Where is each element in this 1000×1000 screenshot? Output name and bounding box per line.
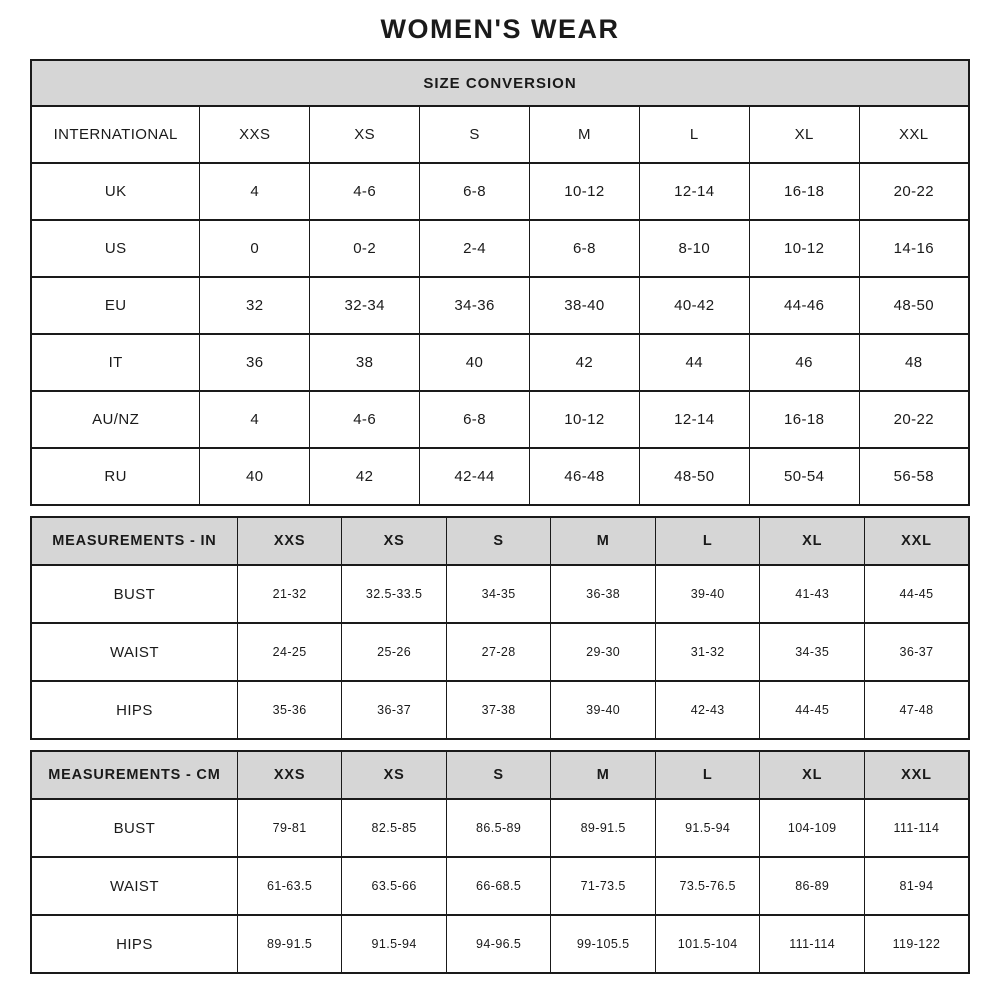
size-cell: 94-96.5	[446, 915, 551, 973]
column-header-row	[31, 517, 969, 565]
size-cell: 27-28	[446, 623, 551, 681]
size-cell: 40	[200, 448, 310, 505]
column-header: M	[551, 751, 656, 799]
size-cell: 104-109	[760, 799, 865, 857]
size-cell: 32	[200, 277, 310, 334]
size-cell: 81-94	[864, 857, 969, 915]
row-label: EU	[31, 277, 200, 334]
table-row	[31, 799, 969, 857]
size-cell: 36-37	[342, 681, 447, 739]
table-row	[31, 681, 969, 739]
size-cell: 99-105.5	[551, 915, 656, 973]
column-header: S	[446, 751, 551, 799]
size-cell: 39-40	[551, 681, 656, 739]
table-title: MEASUREMENTS - CM	[31, 751, 237, 799]
size-cell: 12-14	[639, 163, 749, 220]
size-cell: 44-45	[760, 681, 865, 739]
size-cell: 42	[310, 448, 420, 505]
size-cell: 101.5-104	[655, 915, 760, 973]
column-header: XS	[310, 106, 420, 163]
table-row	[31, 391, 969, 448]
size-cell: 8-10	[639, 220, 749, 277]
column-header: M	[551, 517, 656, 565]
table-row	[31, 334, 969, 391]
size-cell: 36-38	[551, 565, 656, 623]
column-header: XXS	[237, 517, 342, 565]
column-header-row	[31, 751, 969, 799]
column-header: L	[655, 751, 760, 799]
size-cell: 48-50	[859, 277, 969, 334]
table-row	[31, 277, 969, 334]
row-label: IT	[31, 334, 200, 391]
size-cell: 2-4	[420, 220, 530, 277]
row-label: BUST	[31, 799, 237, 857]
size-cell: 89-91.5	[237, 915, 342, 973]
column-header: XL	[749, 106, 859, 163]
row-label: HIPS	[31, 681, 237, 739]
table-title-row	[31, 60, 969, 106]
measurements-cm-table	[30, 750, 970, 974]
column-header: XS	[342, 517, 447, 565]
size-cell: 4-6	[310, 391, 420, 448]
size-cell: 73.5-76.5	[655, 857, 760, 915]
size-cell: 48-50	[639, 448, 749, 505]
size-cell: 12-14	[639, 391, 749, 448]
size-cell: 66-68.5	[446, 857, 551, 915]
size-cell: 79-81	[237, 799, 342, 857]
column-header: L	[655, 517, 760, 565]
size-cell: 6-8	[420, 391, 530, 448]
size-cell: 4-6	[310, 163, 420, 220]
row-label: RU	[31, 448, 200, 505]
size-cell: 32.5-33.5	[342, 565, 447, 623]
column-header: L	[639, 106, 749, 163]
size-cell: 16-18	[749, 163, 859, 220]
column-header: XXS	[200, 106, 310, 163]
size-cell: 10-12	[749, 220, 859, 277]
column-header: XXL	[864, 517, 969, 565]
row-label: WAIST	[31, 857, 237, 915]
size-cell: 42-43	[655, 681, 760, 739]
size-cell: 46	[749, 334, 859, 391]
size-cell: 42-44	[420, 448, 530, 505]
size-cell: 14-16	[859, 220, 969, 277]
row-label: BUST	[31, 565, 237, 623]
size-cell: 38	[310, 334, 420, 391]
row-label: UK	[31, 163, 200, 220]
size-cell: 6-8	[420, 163, 530, 220]
size-cell: 37-38	[446, 681, 551, 739]
size-cell: 71-73.5	[551, 857, 656, 915]
size-cell: 111-114	[760, 915, 865, 973]
column-header: XL	[760, 751, 865, 799]
size-cell: 4	[200, 391, 310, 448]
size-cell: 20-22	[859, 391, 969, 448]
size-cell: 20-22	[859, 163, 969, 220]
size-cell: 119-122	[864, 915, 969, 973]
size-cell: 34-35	[760, 623, 865, 681]
table-row	[31, 163, 969, 220]
size-cell: 89-91.5	[551, 799, 656, 857]
size-cell: 16-18	[749, 391, 859, 448]
column-header: XL	[760, 517, 865, 565]
row-label: US	[31, 220, 200, 277]
size-cell: 56-58	[859, 448, 969, 505]
size-cell: 42	[529, 334, 639, 391]
size-cell: 40	[420, 334, 530, 391]
size-cell: 82.5-85	[342, 799, 447, 857]
size-cell: 91.5-94	[655, 799, 760, 857]
size-cell: 29-30	[551, 623, 656, 681]
size-cell: 41-43	[760, 565, 865, 623]
size-cell: 32-34	[310, 277, 420, 334]
size-cell: 36	[200, 334, 310, 391]
size-cell: 4	[200, 163, 310, 220]
table-row	[31, 857, 969, 915]
column-header: M	[529, 106, 639, 163]
size-cell: 25-26	[342, 623, 447, 681]
row-label: HIPS	[31, 915, 237, 973]
size-cell: 36-37	[864, 623, 969, 681]
measurements-in-table	[30, 516, 970, 740]
column-header-row	[31, 106, 969, 163]
column-header: S	[420, 106, 530, 163]
size-cell: 86.5-89	[446, 799, 551, 857]
size-cell: 47-48	[864, 681, 969, 739]
size-conversion-table	[30, 59, 970, 506]
size-cell: 0-2	[310, 220, 420, 277]
size-cell: 44-45	[864, 565, 969, 623]
table-title: SIZE CONVERSION	[31, 60, 969, 106]
column-header: XS	[342, 751, 447, 799]
table-row	[31, 220, 969, 277]
table-row	[31, 623, 969, 681]
size-cell: 38-40	[529, 277, 639, 334]
size-cell: 44	[639, 334, 749, 391]
size-cell: 91.5-94	[342, 915, 447, 973]
size-cell: 61-63.5	[237, 857, 342, 915]
column-header: XXS	[237, 751, 342, 799]
size-cell: 21-32	[237, 565, 342, 623]
size-cell: 39-40	[655, 565, 760, 623]
size-cell: 50-54	[749, 448, 859, 505]
size-cell: 31-32	[655, 623, 760, 681]
size-cell: 6-8	[529, 220, 639, 277]
size-cell: 86-89	[760, 857, 865, 915]
size-cell: 63.5-66	[342, 857, 447, 915]
column-header: XXL	[859, 106, 969, 163]
table-row	[31, 915, 969, 973]
size-cell: 40-42	[639, 277, 749, 334]
size-cell: 0	[200, 220, 310, 277]
table-title: MEASUREMENTS - IN	[31, 517, 237, 565]
size-cell: 34-35	[446, 565, 551, 623]
row-label: WAIST	[31, 623, 237, 681]
size-cell: 46-48	[529, 448, 639, 505]
size-cell: 44-46	[749, 277, 859, 334]
size-cell: 35-36	[237, 681, 342, 739]
size-cell: 24-25	[237, 623, 342, 681]
size-cell: 10-12	[529, 391, 639, 448]
size-cell: 10-12	[529, 163, 639, 220]
row-label: AU/NZ	[31, 391, 200, 448]
table-row	[31, 565, 969, 623]
column-header: S	[446, 517, 551, 565]
size-cell: 34-36	[420, 277, 530, 334]
page-title: WOMEN'S WEAR	[380, 14, 620, 44]
column-header: INTERNATIONAL	[31, 106, 200, 163]
size-cell: 48	[859, 334, 969, 391]
size-cell: 111-114	[864, 799, 969, 857]
table-row	[31, 448, 969, 505]
column-header: XXL	[864, 751, 969, 799]
